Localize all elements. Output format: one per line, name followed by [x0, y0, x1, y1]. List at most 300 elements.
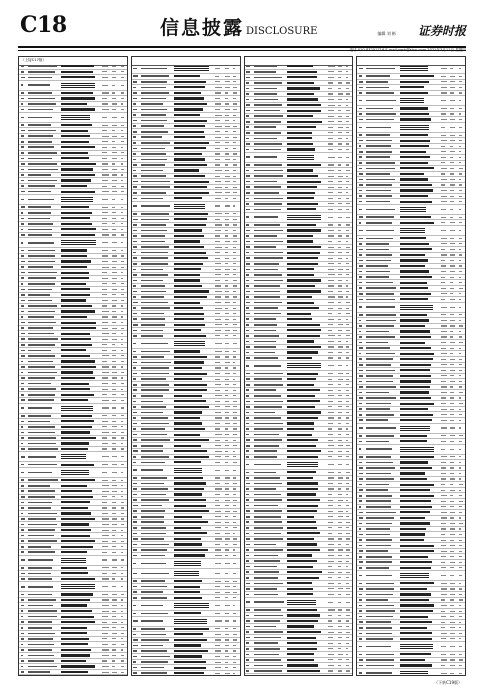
- table-cell: [141, 235, 166, 237]
- table-cell: [400, 222, 434, 224]
- table-cell: [338, 670, 343, 671]
- table-cell: [366, 386, 396, 388]
- table-cell: [112, 66, 116, 67]
- table-cell: [450, 659, 455, 660]
- table-cell: [102, 443, 107, 444]
- table-cell: [366, 320, 395, 322]
- footer-continuation: （下转C19版）: [434, 680, 462, 685]
- table-cell: [287, 434, 312, 436]
- table-cell: [61, 431, 89, 433]
- table-cell: [400, 293, 432, 295]
- table-cell: [28, 443, 56, 445]
- table-cell: [215, 247, 222, 248]
- table-cell: [112, 383, 116, 384]
- table-cell: [225, 198, 228, 199]
- table-cell: [459, 659, 463, 660]
- table-cell: [346, 620, 349, 621]
- table-cell: [225, 92, 228, 93]
- table-cell: [174, 66, 208, 71]
- table-cell: [215, 181, 221, 182]
- table-cell: [133, 580, 136, 582]
- table-cell: [215, 98, 220, 99]
- table-cell: [254, 224, 280, 226]
- table-cell: [112, 255, 117, 256]
- table-cell: [459, 420, 461, 421]
- table-cell: [346, 428, 348, 429]
- table-cell: [21, 327, 24, 329]
- table-cell: [133, 159, 136, 161]
- table-cell: [215, 511, 221, 512]
- table-cell: [338, 93, 343, 94]
- table-cell: [366, 528, 389, 530]
- table-cell: [233, 343, 236, 344]
- table-cell: [366, 381, 392, 383]
- table-cell: [215, 198, 221, 199]
- table-cell: [246, 439, 250, 441]
- table-cell: [112, 415, 116, 416]
- table-cell: [366, 230, 394, 232]
- table-cell: [400, 201, 432, 203]
- table-cell: [400, 167, 434, 169]
- table-cell: [246, 566, 250, 568]
- table-cell: [246, 164, 250, 166]
- table-cell: [459, 299, 461, 300]
- table-cell: [112, 649, 116, 650]
- table-cell: [450, 325, 455, 326]
- table-cell: [359, 397, 363, 399]
- table-cell: [133, 639, 137, 641]
- table-cell: [450, 288, 454, 289]
- table-cell: [174, 92, 201, 94]
- table-cell: [225, 662, 228, 663]
- table-cell: [366, 145, 391, 147]
- table-cell: [366, 370, 395, 372]
- table-cell: [246, 115, 249, 117]
- table-cell: [366, 238, 393, 240]
- table-cell: [141, 131, 169, 133]
- table-cell: [450, 616, 454, 617]
- table-cell: [338, 620, 342, 621]
- table-cell: [346, 390, 349, 391]
- table-cell: [141, 87, 166, 89]
- table-cell: [459, 633, 462, 634]
- table-cell: [450, 495, 453, 496]
- table-cell: [174, 488, 204, 490]
- table-cell: [366, 435, 394, 437]
- table-cell: [121, 605, 123, 606]
- table-cell: [28, 485, 50, 487]
- table-cell: [287, 229, 321, 231]
- table-cell: [254, 357, 278, 359]
- table-cell: [233, 673, 235, 674]
- table-cell: [459, 76, 462, 77]
- table-cell: [121, 616, 123, 617]
- table-cell: [215, 137, 221, 138]
- table-cell: [112, 426, 117, 427]
- table-cell: [346, 274, 349, 275]
- table-cell: [215, 192, 222, 193]
- table-cell: [246, 406, 250, 408]
- table-cell: [346, 341, 348, 342]
- table-cell: [450, 588, 455, 589]
- table-cell: [287, 197, 314, 199]
- table-cell: [233, 198, 235, 199]
- table-cell: [133, 68, 137, 70]
- table-cell: [225, 181, 230, 182]
- table-cell: [328, 105, 335, 106]
- table-cell: [400, 118, 432, 120]
- table-cell: [450, 551, 453, 552]
- table-cell: [441, 173, 446, 174]
- table-cell: [225, 115, 229, 116]
- table-cell: [459, 490, 461, 491]
- table-cell: [400, 561, 433, 563]
- table-cell: [141, 469, 163, 471]
- table-cell: [246, 77, 250, 79]
- table-cell: [366, 495, 392, 497]
- table-cell: [233, 308, 236, 309]
- table-cell: [450, 646, 455, 647]
- column-rows: [357, 64, 465, 675]
- table-cell: [441, 184, 446, 185]
- table-cell: [133, 423, 137, 425]
- table-cell: [359, 659, 363, 661]
- table-cell: [338, 505, 341, 506]
- table-cell: [121, 594, 125, 595]
- table-cell: [400, 358, 434, 360]
- table-cell: [441, 562, 446, 563]
- table-cell: [233, 362, 235, 363]
- table-cell: [61, 333, 90, 335]
- table-cell: [359, 654, 362, 656]
- table-cell: [225, 527, 228, 528]
- table-cell: [328, 395, 334, 396]
- table-cell: [254, 82, 282, 84]
- table-cell: [233, 313, 236, 314]
- table-cell: [112, 633, 117, 634]
- table-cell: [21, 616, 24, 618]
- table-cell: [459, 370, 462, 371]
- table-cell: [346, 544, 349, 545]
- table-cell: [328, 66, 335, 67]
- table-cell: [441, 254, 447, 255]
- table-cell: [233, 181, 236, 182]
- table-cell: [102, 530, 109, 531]
- table-cell: [102, 141, 108, 142]
- table-cell: [174, 571, 199, 576]
- table-cell: [61, 540, 95, 542]
- table-cell: [141, 296, 165, 298]
- table-cell: [254, 423, 284, 425]
- table-cell: [174, 197, 201, 199]
- table-cell: [102, 77, 107, 78]
- table-cell: [21, 311, 24, 313]
- table-cell: [400, 151, 426, 153]
- table-cell: [366, 287, 396, 289]
- table-cell: [246, 246, 250, 248]
- table-cell: [215, 258, 220, 259]
- table-cell: [346, 352, 349, 353]
- table-cell: [215, 628, 220, 629]
- table-cell: [366, 392, 389, 394]
- table-cell: [21, 448, 25, 450]
- table-cell: [133, 450, 137, 452]
- table-cell: [215, 527, 221, 528]
- table-cell: [338, 138, 342, 139]
- table-cell: [121, 586, 123, 587]
- table-cell: [346, 143, 349, 144]
- table-cell: [338, 71, 342, 72]
- table-cell: [328, 477, 334, 478]
- table-cell: [233, 164, 236, 165]
- table-cell: [28, 507, 51, 509]
- table-cell: [102, 472, 106, 473]
- table-cell: [61, 383, 89, 385]
- table-cell: [233, 269, 236, 270]
- table-cell: [28, 117, 52, 119]
- table-cell: [346, 99, 348, 100]
- table-cell: [400, 391, 429, 393]
- table-cell: [133, 257, 137, 259]
- table-cell: [338, 456, 342, 457]
- table-cell: [141, 335, 163, 337]
- table-cell: [61, 197, 92, 202]
- table-cell: [121, 426, 123, 427]
- table-cell: [215, 296, 221, 297]
- table-cell: [366, 605, 394, 607]
- table-cell: [338, 357, 341, 358]
- table-cell: [459, 157, 461, 158]
- table-cell: [338, 319, 342, 320]
- table-cell: [102, 502, 107, 503]
- table-cell: [287, 98, 318, 100]
- table-cell: [287, 263, 318, 265]
- table-cell: [233, 367, 236, 368]
- table-cell: [28, 490, 55, 492]
- table-cell: [233, 494, 236, 495]
- table-cell: [121, 627, 125, 628]
- table-cell: [441, 353, 447, 354]
- table-cell: [359, 75, 362, 77]
- table-cell: [141, 198, 163, 200]
- table-cell: [441, 599, 446, 600]
- table-cell: [28, 671, 50, 673]
- table-cell: [102, 567, 109, 568]
- table-cell: [215, 645, 220, 646]
- table-cell: [400, 653, 432, 655]
- table-cell: [61, 141, 88, 143]
- table-cell: [346, 643, 349, 644]
- table-cell: [346, 500, 348, 501]
- table-cell: [400, 567, 431, 569]
- table-cell: [215, 488, 221, 489]
- table-cell: [254, 252, 283, 254]
- table-cell: [133, 109, 137, 111]
- table-cell: [233, 634, 237, 635]
- table-cell: [28, 338, 58, 340]
- table-cell: [359, 638, 363, 640]
- table-cell: [61, 578, 94, 580]
- table-cell: [441, 594, 447, 595]
- table-cell: [254, 637, 281, 639]
- table-cell: [233, 98, 235, 99]
- table-cell: [174, 136, 205, 138]
- table-cell: [102, 218, 107, 219]
- table-cell: [21, 443, 24, 445]
- table-cell: [366, 633, 392, 635]
- table-cell: [366, 583, 394, 585]
- table-cell: [441, 654, 446, 655]
- table-cell: [254, 395, 281, 397]
- table-cell: [121, 305, 124, 306]
- table-cell: [359, 484, 362, 486]
- table-cell: [225, 483, 230, 484]
- header-rule: [18, 46, 466, 48]
- table-cell: [61, 632, 87, 634]
- table-cell: [112, 394, 116, 395]
- table-cell: [21, 437, 25, 439]
- table-cell: [346, 121, 348, 122]
- table-cell: [102, 125, 108, 126]
- table-cell: [21, 605, 25, 607]
- table-cell: [246, 516, 250, 518]
- table-cell: [21, 666, 24, 668]
- table-cell: [400, 282, 427, 284]
- table-cell: [359, 249, 363, 251]
- table-cell: [21, 496, 26, 498]
- table-cell: [441, 190, 447, 191]
- table-cell: [338, 533, 342, 534]
- table-cell: [328, 192, 333, 193]
- table-cell: [102, 158, 107, 159]
- table-cell: [215, 401, 220, 402]
- table-cell: [61, 599, 90, 601]
- table-cell: [21, 333, 25, 335]
- table-cell: [121, 633, 124, 634]
- table-cell: [254, 121, 282, 123]
- table-cell: [225, 142, 229, 143]
- table-cell: [338, 451, 343, 452]
- table-cell: [450, 575, 453, 576]
- table-cell: [400, 66, 428, 71]
- table-cell: [174, 86, 205, 88]
- table-cell: [441, 414, 447, 415]
- table-cell: [174, 672, 203, 674]
- table-cell: [21, 272, 25, 274]
- table-cell: [366, 654, 394, 656]
- table-cell: [133, 591, 137, 593]
- table-cell: [133, 499, 137, 501]
- table-cell: [346, 209, 349, 210]
- table-cell: [133, 533, 137, 535]
- table-cell: [102, 234, 108, 235]
- table-cell: [61, 518, 94, 520]
- table-cell: [133, 75, 137, 77]
- table-cell: [400, 162, 428, 164]
- table-cell: [254, 588, 278, 590]
- table-cell: [441, 427, 447, 428]
- table-cell: [28, 311, 55, 313]
- table-cell: [133, 628, 136, 630]
- table-cell: [459, 331, 461, 332]
- table-cell: [112, 611, 116, 612]
- table-cell: [366, 427, 396, 429]
- table-cell: [121, 169, 124, 170]
- table-cell: [359, 145, 362, 147]
- table-cell: [28, 551, 55, 553]
- table-cell: [246, 71, 250, 73]
- table-cell: [359, 646, 362, 648]
- table-cell: [366, 353, 395, 355]
- table-cell: [366, 184, 391, 186]
- table-cell: [400, 336, 431, 338]
- table-cell: [141, 544, 169, 546]
- table-cell: [61, 454, 86, 459]
- table-cell: [366, 500, 391, 502]
- column-rows: [245, 64, 353, 675]
- table-cell: [366, 254, 392, 256]
- table-cell: [287, 235, 313, 237]
- table-cell: [102, 535, 108, 536]
- table-cell: [441, 551, 447, 552]
- table-cell: [121, 229, 123, 230]
- table-cell: [346, 505, 349, 506]
- table-cell: [346, 412, 349, 413]
- table-cell: [366, 282, 392, 284]
- table-cell: [400, 599, 429, 601]
- table-cell: [61, 426, 92, 428]
- table-cell: [61, 124, 91, 126]
- table-cell: [225, 148, 228, 149]
- table-cell: [359, 370, 363, 372]
- table-cell: [21, 266, 25, 268]
- table-cell: [21, 507, 24, 509]
- table-cell: [254, 149, 281, 151]
- table-cell: [359, 87, 363, 89]
- table-cell: [441, 409, 447, 410]
- table-cell: [346, 670, 350, 671]
- table-cell: [450, 594, 454, 595]
- table-cell: [400, 426, 430, 431]
- table-cell: [21, 578, 25, 580]
- table-cell: [174, 527, 201, 529]
- table-cell: [102, 578, 108, 579]
- table-cell: [459, 392, 463, 393]
- table-cell: [359, 594, 362, 596]
- table-cell: [225, 224, 229, 225]
- table-cell: [459, 594, 462, 595]
- table-cell: [233, 470, 236, 471]
- table-row: [357, 445, 465, 455]
- table-cell: [233, 115, 235, 116]
- table-cell: [141, 136, 163, 138]
- table-cell: [174, 384, 207, 386]
- table-cell: [225, 434, 229, 435]
- table-cell: [61, 671, 88, 673]
- table-cell: [254, 654, 279, 656]
- table-cell: [346, 440, 348, 441]
- table-cell: [400, 484, 434, 486]
- table-cell: [287, 340, 314, 342]
- table-cell: [133, 224, 137, 226]
- table-cell: [141, 488, 168, 490]
- table-cell: [338, 379, 343, 380]
- table-cell: [359, 633, 362, 635]
- table-cell: [254, 456, 278, 458]
- table-cell: [102, 644, 108, 645]
- table-cell: [233, 280, 237, 281]
- table-cell: [328, 626, 333, 627]
